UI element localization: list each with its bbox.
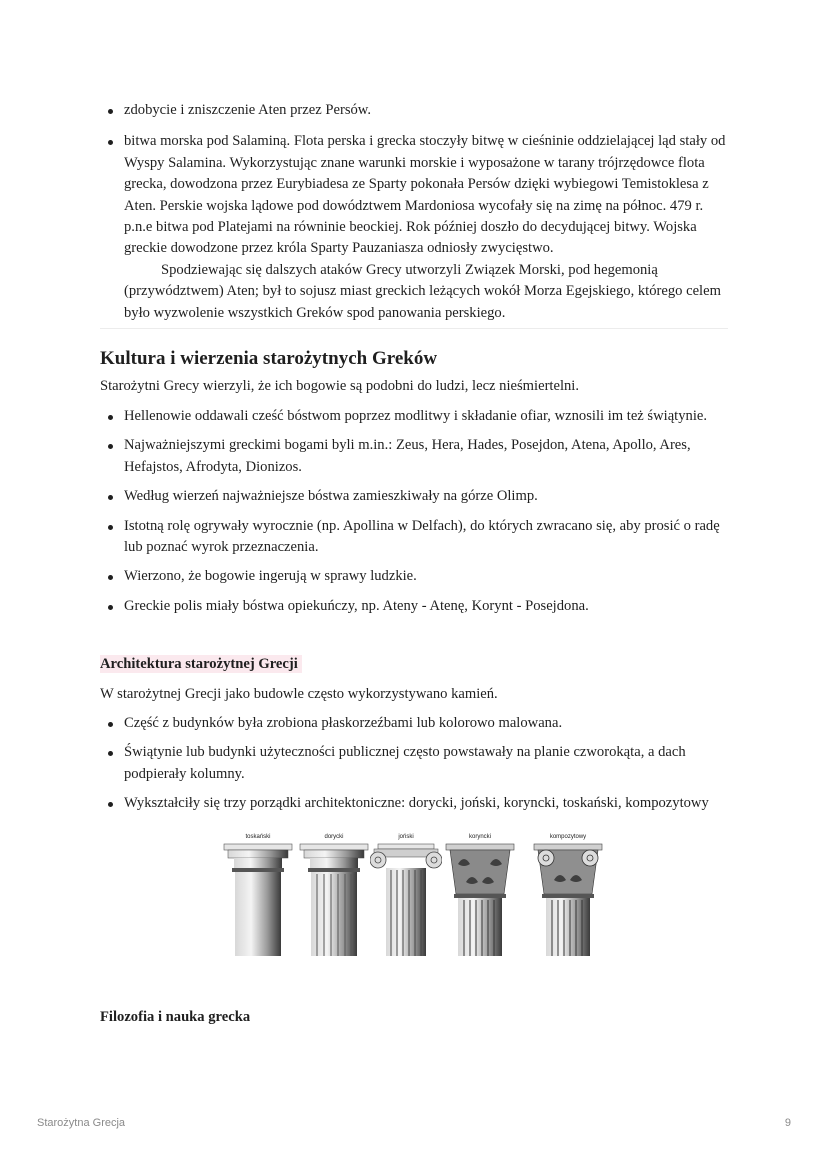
- architecture-heading: [100, 656, 302, 673]
- list-item-text: Według wierzeń najważniejsze bóstwa zamieszkiwały na górze Olimp.: [124, 488, 538, 505]
- column-label: dorycki: [324, 834, 344, 840]
- architecture-intro: W starożytnej Grecji jako budowle często wykorzystywano kamień.: [100, 686, 498, 702]
- list-item: [100, 406, 728, 427]
- persian-wars-list: [100, 100, 728, 324]
- list-item-continuation: Spodziewając się dalszych ataków Grecy utworzyli Związek Morski, pod hegemonią (przywództwem) Aten; był to sojusz miast greckich leżących wokół Morza Egejskiego, którego celem było wyzwolenie wszystkich Greków spod panowania perskiego.: [124, 261, 721, 321]
- list-item-text: Istotną rolę ogrywały wyrocznie (np. Apollina w Delfach), do których zwracano się, aby prosić o radę lub poznać wyrok przeznaczenia.: [124, 517, 720, 556]
- list-item-text: Wierzono, że bogowie ingerują w sprawy ludzkie.: [124, 568, 417, 585]
- tuscan-column: [222, 834, 294, 956]
- list-item: [100, 516, 728, 559]
- list-item: [100, 486, 728, 507]
- list-item: [100, 100, 728, 121]
- ionic-column: [370, 834, 442, 956]
- composite-column: [532, 834, 604, 956]
- list-item-text: bitwa morska pod Salaminą. Flota perska i grecka stoczyły bitwę w cieśninie oddzielającej ląd stały od Wyspy Salamina. Wykorzystując znane warunki morskie i wyposażone w tarany trójrzędowce flota grecka, dowodzona przez Eurybiadesa ze Sparty pokonała Persów dzięki wybiegowi Temistoklesa z Aten. Perskie wojska lądowe pod dowództwem Mardoniosa wycofały się na zimę na północ. 479 r. p.n.e bitwa pod Platejami na równinie beockiej. Rok później doszło do decydującej bitwy. Wojska greckie dowodzone przez króla Sparty Pauzaniasza odniosły zwycięstwo.: [124, 133, 726, 257]
- philosophy-heading: Filozofia i nauka grecka: [100, 1009, 251, 1025]
- ionic-column-icon: [370, 834, 442, 956]
- list-item: [100, 713, 728, 734]
- culture-heading: Kultura i wierzenia starożytnych Greków: [100, 348, 438, 369]
- section-divider: [100, 328, 728, 329]
- list-item-text: Hellenowie oddawali cześć bóstwom poprzez modlitwy i składanie ofiar, wznosili im też świątynie.: [124, 408, 708, 424]
- architectural-orders-figure: [222, 834, 606, 956]
- column-label: kompozytowy: [549, 834, 587, 840]
- doric-column: [298, 834, 370, 956]
- highlighted-heading-text: Architektura starożytnej Grecji: [100, 655, 302, 673]
- list-item: [100, 793, 728, 814]
- culture-list: [100, 406, 728, 617]
- column-label: joński: [398, 834, 414, 840]
- list-item-text: Świątynie lub budynki użyteczności publicznej często powstawały na planie czworokąta, a dach podpierały kolumny.: [124, 744, 686, 782]
- footer-document-title: Starożytna Grecja: [37, 1117, 126, 1129]
- list-item: [100, 566, 728, 587]
- list-item: [100, 131, 728, 324]
- list-item: [100, 596, 728, 617]
- list-item: [100, 435, 728, 478]
- list-item: [100, 742, 728, 785]
- list-item-text: Część z budynków była zrobiona płaskorzeźbami lub kolorowo malowana.: [124, 715, 563, 731]
- column-label: toskański: [245, 834, 271, 840]
- column-label: koryncki: [468, 834, 491, 840]
- footer-page-number: 9: [784, 1117, 791, 1129]
- list-item-text: Wykształciły się trzy porządki architektoniczne: dorycki, joński, koryncki, toskański, kompozytowy: [124, 795, 709, 812]
- list-item-text: zdobycie i zniszczenie Aten przez Persów.: [124, 102, 372, 118]
- tuscan-column-icon: [222, 834, 294, 956]
- architecture-list: [100, 713, 728, 815]
- list-item-text: Greckie polis miały bóstwa opiekuńczy, np. Ateny - Atenę, Korynt - Posejdona.: [124, 597, 589, 614]
- corinthian-column: [444, 834, 516, 956]
- composite-column-icon: [532, 834, 604, 956]
- list-item-text: Najważniejszymi greckimi bogami byli m.in.: Zeus, Hera, Hades, Posejdon, Atena, Apollo, Ares, Hefajstos, Afrodyta, Dionizos.: [124, 437, 691, 475]
- doric-column-icon: [298, 834, 370, 956]
- corinthian-column-icon: [444, 834, 516, 956]
- culture-intro: Starożytni Grecy wierzyli, że ich bogowie są podobni do ludzi, lecz nieśmiertelni.: [100, 378, 580, 394]
